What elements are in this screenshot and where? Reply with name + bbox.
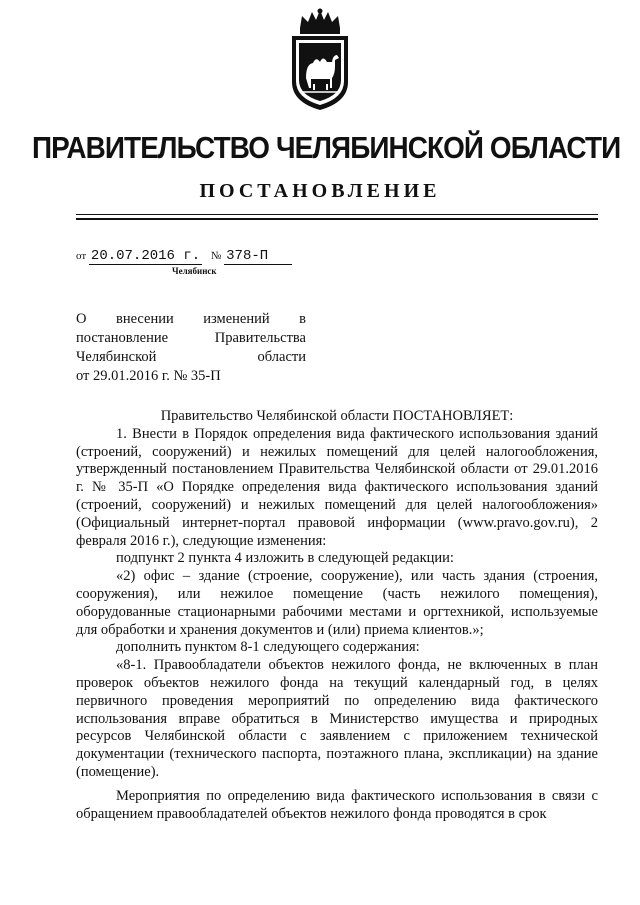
subject-line: О внесении изменений в xyxy=(76,311,306,327)
subject-line: от 29.01.2016 г. № 35-П xyxy=(76,368,221,384)
subject-line: Челябинской области xyxy=(76,349,306,365)
body-paragraph: «2) офис – здание (строение, сооружение), или часть здания (строения, сооружения), или нежилое помещение (часть нежилого помещения), оборудованные стационарными рабочими местами и оргтехникой, используемые для обработки и хранения документов и (или) приема клиентов.»; xyxy=(76,568,598,638)
document-date: 20.07.2016 г. xyxy=(90,248,201,264)
date-number-line xyxy=(76,248,292,264)
date-prefix: от xyxy=(76,250,87,262)
city-label: Челябинск xyxy=(172,266,217,276)
body-paragraph: 1. Внести в Порядок определения вида фактического использования зданий (строений, сооружений) и нежилых помещений для целей налогообложения, утвержденный постановлением Правительства Челябинской области от 29.01.2016 г. № 35-П «О Порядке определения вида фактического использования зданий (строений, сооружений) и нежилых помещений для целей налогообложения» (Официальный интернет-портал правовой информации (www.pravo.gov.ru), 2 февраля 2016 г.), следующие изменения: xyxy=(76,425,598,549)
body-paragraph: «8-1. Правообладатели объектов нежилого фонда, не включенных в план проверок объектов нежилого фонда на текущий календарный год, в целях первичного проведения мероприятий по определению вида фактического использования вправе обратиться в Министерство имущества и природных ресурсов Челябинской области с заявлением с приложением технической документации (технического паспорта, поэтажного плана, экспликации) на здание (помещение). xyxy=(76,657,598,780)
subject-line: постановление Правительства xyxy=(76,330,306,346)
body-paragraph: Мероприятия по определению вида фактического использования в связи с обращением правообладателей объектов нежилого фонда проводятся в срок xyxy=(76,787,598,822)
document-body xyxy=(76,408,598,823)
document-number: 378-П xyxy=(224,248,292,265)
document-type: ПОСТАНОВЛЕНИЕ xyxy=(199,180,441,202)
body-paragraph: подпункт 2 пункта 4 изложить в следующей редакции: xyxy=(116,550,454,567)
header-divider-thick xyxy=(76,218,598,220)
document-subject xyxy=(76,310,306,386)
coat-of-arms-emblem xyxy=(280,8,360,112)
resolution-preamble: Правительство Челябинской области ПОСТАНОВЛЯЕТ: xyxy=(160,408,514,424)
header-divider-thin xyxy=(76,214,598,215)
government-title: ПРАВИТЕЛЬСТВО ЧЕЛЯБИНСКОЙ ОБЛАСТИ xyxy=(32,130,621,165)
body-paragraph: дополнить пунктом 8-1 следующего содержания: xyxy=(116,639,420,656)
number-prefix: № xyxy=(210,250,222,262)
